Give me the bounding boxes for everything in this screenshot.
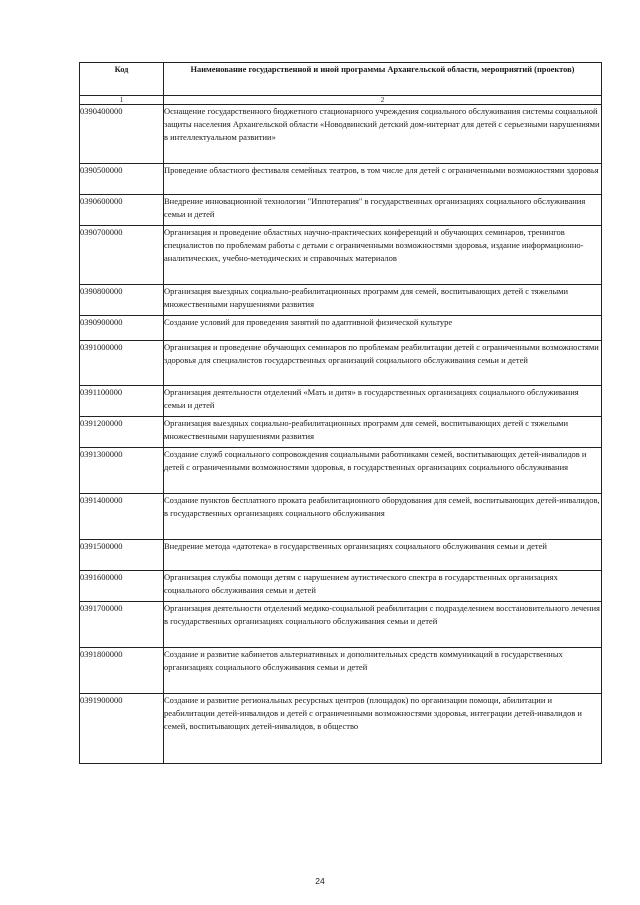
- table-row: [80, 316, 602, 341]
- table-row: [80, 648, 602, 694]
- row-code: 0390400000: [80, 105, 164, 164]
- row-name: Организация деятельности отделений медико-социальной реабилитации с подразделением восстановительного лечения в государственных организациях социального обслуживания семьи и детей: [164, 602, 602, 648]
- row-name: Организация выездных социально-реабилитационных программ для семей, воспитывающих детей с тяжелыми множественными нарушениями развития: [164, 417, 602, 448]
- table-row: [80, 285, 602, 316]
- table-row: [80, 417, 602, 448]
- table-row: [80, 602, 602, 648]
- page-number: 24: [315, 876, 325, 886]
- row-code: 0391400000: [80, 494, 164, 540]
- row-name: Организация и проведение обучающих семинаров по проблемам реабилитации детей с ограниченными возможностями здоровья для специалистов государственных организаций социального обслуживания семьи и детей: [164, 341, 602, 386]
- column-number-2: 2: [164, 96, 602, 105]
- row-name: Внедрение метода «датотека» в государственных организациях социального обслуживания семьи и детей: [164, 540, 602, 571]
- table-row: [80, 164, 602, 195]
- column-number-1: 1: [80, 96, 164, 105]
- row-code: 0390600000: [80, 195, 164, 226]
- table-row: [80, 694, 602, 764]
- row-name: Проведение областного фестиваля семейных театров, в том числе для детей с ограниченными возможностями здоровья: [164, 164, 602, 195]
- table-row: [80, 386, 602, 417]
- row-code: 0390700000: [80, 226, 164, 285]
- row-name: Организация и проведение областных научно-практических конференций и обучающих семинаров, тренингов специалистов по проблемам работы с детьми с ограниченными возможностями здоровья, издание информационно-аналитических, учебно-методических и справочных материалов: [164, 226, 602, 285]
- table-body: [80, 105, 602, 764]
- row-code: 0391500000: [80, 540, 164, 571]
- table-row: [80, 105, 602, 164]
- row-name: Создание условий для проведения занятий по адаптивной физической культуре: [164, 316, 602, 341]
- row-code: 0391900000: [80, 694, 164, 764]
- table-row: [80, 448, 602, 494]
- table-row: [80, 494, 602, 540]
- table-row: [80, 195, 602, 226]
- column-numbering-row: [80, 96, 602, 105]
- row-code: 0391800000: [80, 648, 164, 694]
- table-header-row: [80, 63, 602, 96]
- table-row: [80, 571, 602, 602]
- row-code: 0391000000: [80, 341, 164, 386]
- row-name: Организация службы помощи детям с нарушением аутистического спектра в государственных организациях социального обслуживания семьи и детей: [164, 571, 602, 602]
- row-code: 0391300000: [80, 448, 164, 494]
- row-name: Создание пунктов бесплатного проката реабилитационного оборудования для семей, воспитывающих детей-инвалидов, в государственных организациях социального обслуживания: [164, 494, 602, 540]
- row-name: Создание и развитие кабинетов альтернативных и дополнительных средств коммуникаций в государственных организациях социального обслуживания семьи и детей: [164, 648, 602, 694]
- table-row: [80, 341, 602, 386]
- row-code: 0390800000: [80, 285, 164, 316]
- row-name: Оснащение государственного бюджетного стационарного учреждения социального обслуживания системы социальной защиты населения Архангельской области «Новодвинский детский дом-интернат для детей с серьезными нарушениями в интеллектуальном развитии»: [164, 105, 602, 164]
- row-code: 0391100000: [80, 386, 164, 417]
- row-code: 0390500000: [80, 164, 164, 195]
- row-name: Создание и развитие региональных ресурсных центров (площадок) по организации помощи, абилитации и реабилитации детей-инвалидов и детей с ограниченными возможностями здоровья, интеграции детей-инвалидов и семей, воспитывающих детей-инвалидов, в общество: [164, 694, 602, 764]
- row-code: 0391700000: [80, 602, 164, 648]
- table-row: [80, 226, 602, 285]
- row-name: Организация деятельности отделений «Мать и дитя» в государственных организациях социального обслуживания семьи и детей: [164, 386, 602, 417]
- row-code: 0390900000: [80, 316, 164, 341]
- header-code: Код: [80, 63, 164, 96]
- row-name: Внедрение инновационной технологии "Иппотерапия" в государственных организациях социального обслуживания семьи и детей: [164, 195, 602, 226]
- row-name: Создание служб социального сопровождения социальными работниками семей, воспитывающих детей-инвалидов и детей с ограниченными возможностями здоровья, в государственных организациях социального обслуживания: [164, 448, 602, 494]
- row-code: 0391200000: [80, 417, 164, 448]
- table-row: [80, 540, 602, 571]
- row-name: Организация выездных социально-реабилитационных программ для семей, воспитывающих детей с тяжелыми множественными нарушениями развития: [164, 285, 602, 316]
- row-code: 0391600000: [80, 571, 164, 602]
- program-table: [79, 62, 602, 764]
- header-name: Наименование государственной и иной программы Архангельской области, мероприятий (проектов): [164, 63, 602, 96]
